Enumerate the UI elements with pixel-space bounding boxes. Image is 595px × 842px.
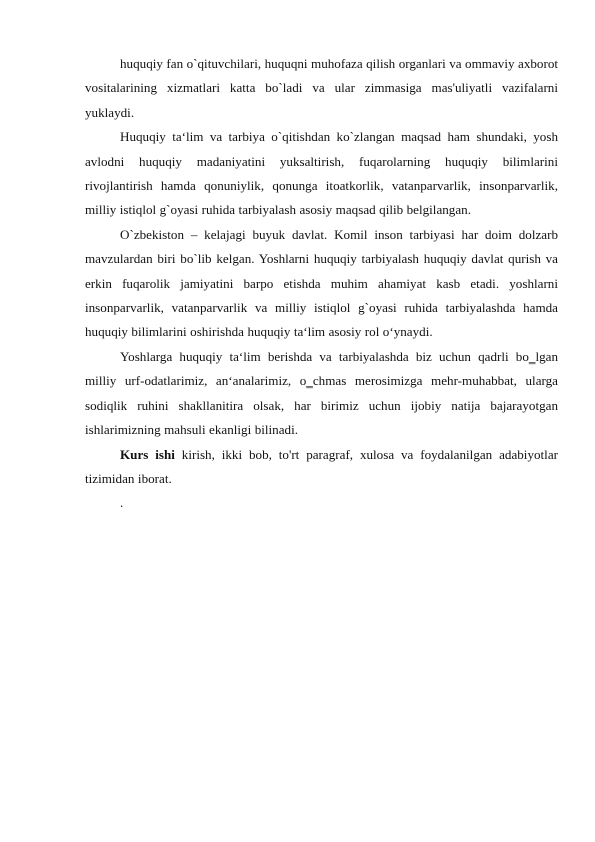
paragraph-1: huquqiy fan o`qituvchilari, huquqni muhofaza qilish organlari va ommaviy axborot vositalarining xizmatlari katta bo`ladi va ular zimmasiga mas'uliyatli vazifalarni yuklaydi. bbox=[85, 56, 558, 120]
paragraph-5-text: kirish, ikki bob, to'rt paragraf, xulosa va foydalanilgan adabiyotlar tizimidan iborat. bbox=[85, 446, 558, 486]
paragraph-4: Yoshlarga huquqiy ta‘lim berishda va tarbiyalashda biz uchun qadrli bo‗lgan milliy urf-odatlarimiz, an‘analarimiz, o‗chmas merosimizga mehr-muhabbat, ularga sodiqlik ruhini shakllanitira olsak, har birimiz uchun ijobiy natija bajarayotgan ishlarimizning mahsuli ekanligi bilinadi. bbox=[85, 348, 558, 438]
paragraph-5 bbox=[85, 443, 558, 492]
document-body bbox=[85, 52, 558, 515]
paragraph-2: Huquqiy ta‘lim va tarbiya o`qitishdan ko`zlangan maqsad ham shundaki, yosh avlodni huquqiy madaniyatini yuksaltirish, fuqarolarning huquqiy bilimlarini rivojlantirish hamda qonuniylik, qonunga itoatkorlik, vatanparvarlik, insonparvarlik, milliy istiqlol g`oyasi ruhida tarbiyalash asosiy maqsad qilib belgilangan. bbox=[85, 129, 558, 218]
course-work-label: Kurs ishi bbox=[120, 446, 175, 462]
paragraph-3: O`zbekiston – kelajagi buyuk davlat. Komil inson tarbiyasi har doim dolzarb mavzulardan biri bo`lib kelgan. Yoshlarni huquqiy tarbiyalash huquqiy davlat qurish va erkin fuqarolik jamiyatini barpo etishda muhim ahamiyat kasb etadi. yoshlarni insonparvarlik, vatanparvarlik va milliy istiqlol g`oyasi ruhida tarbiyalashda hamda huquqiy bilimlarini oshirishda huquqiy ta‘lim asosiy rol o‘ynaydi. bbox=[85, 226, 558, 340]
trailing-mark: . bbox=[120, 495, 124, 511]
